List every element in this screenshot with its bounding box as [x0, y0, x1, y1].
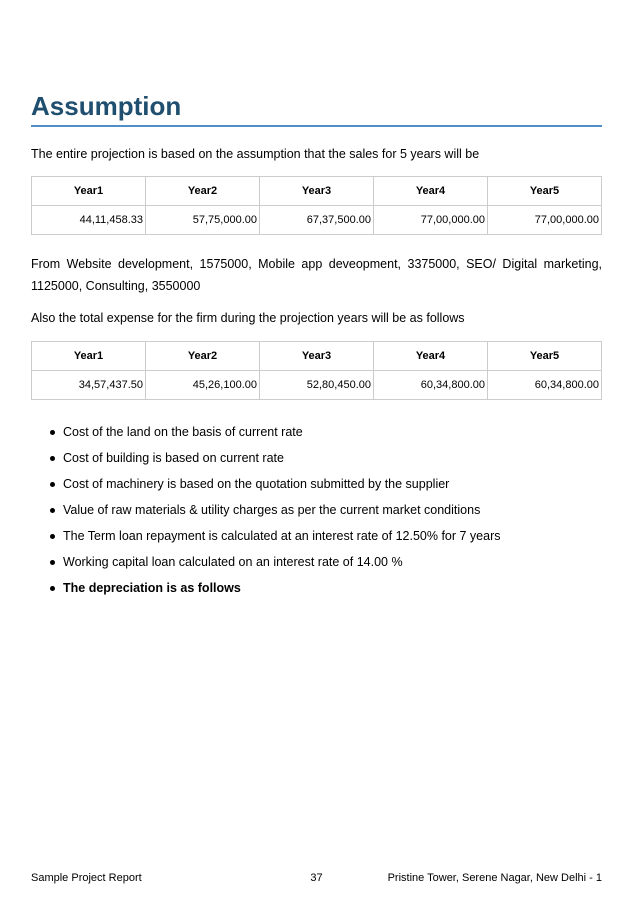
expense-value-year1: 34,57,437.50 [32, 371, 146, 400]
sales-header-year5: Year5 [488, 177, 602, 206]
revenue-paragraph: From Website development, 1575000, Mobile app deveopment, 3375000, SEO/ Digital marketing, 1125000, Consulting, 3550000 [31, 257, 602, 293]
list-item: Working capital loan calculated on an interest rate of 14.00 % [63, 549, 634, 575]
assumption-list [31, 419, 634, 601]
intro-paragraph: The entire projection is based on the assumption that the sales for 5 years will be [31, 147, 480, 161]
document-page [31, 0, 602, 903]
sales-value-year1: 44,11,458.33 [32, 206, 146, 235]
sales-header-year3: Year3 [260, 177, 374, 206]
expense-table-value-row [32, 371, 602, 400]
expense-header-year2: Year2 [146, 342, 260, 371]
sales-header-year2: Year2 [146, 177, 260, 206]
expense-header-year3: Year3 [260, 342, 374, 371]
sales-table [31, 176, 602, 235]
page-heading: Assumption [31, 88, 602, 127]
expense-intro-paragraph: Also the total expense for the firm during the projection years will be as follows [31, 311, 465, 325]
list-item: Cost of building is based on current rate [63, 445, 634, 471]
sales-table-header-row [32, 177, 602, 206]
sales-table-value-row [32, 206, 602, 235]
expense-value-year3: 52,80,450.00 [260, 371, 374, 400]
footer-address: Pristine Tower, Serene Nagar, New Delhi - 1 [387, 872, 602, 884]
expense-header-year4: Year4 [374, 342, 488, 371]
list-item: Cost of machinery is based on the quotation submitted by the supplier [63, 471, 634, 497]
sales-header-year1: Year1 [32, 177, 146, 206]
sales-value-year5: 77,00,000.00 [488, 206, 602, 235]
list-item: The Term loan repayment is calculated at an interest rate of 12.50% for 7 years [63, 523, 634, 549]
expense-table [31, 341, 602, 400]
expense-value-year4: 60,34,800.00 [374, 371, 488, 400]
expense-value-year5: 60,34,800.00 [488, 371, 602, 400]
list-item: Value of raw materials & utility charges as per the current market conditions [63, 497, 634, 523]
list-item-depreciation: The depreciation is as follows [63, 575, 634, 601]
sales-header-year4: Year4 [374, 177, 488, 206]
list-item: Cost of the land on the basis of current rate [63, 419, 634, 445]
expense-table-header-row [32, 342, 602, 371]
footer-page-number: 37 [310, 872, 323, 884]
expense-value-year2: 45,26,100.00 [146, 371, 260, 400]
expense-header-year5: Year5 [488, 342, 602, 371]
sales-value-year4: 77,00,000.00 [374, 206, 488, 235]
expense-header-year1: Year1 [32, 342, 146, 371]
footer-report-title: Sample Project Report [31, 872, 142, 884]
sales-value-year2: 57,75,000.00 [146, 206, 260, 235]
sales-value-year3: 67,37,500.00 [260, 206, 374, 235]
